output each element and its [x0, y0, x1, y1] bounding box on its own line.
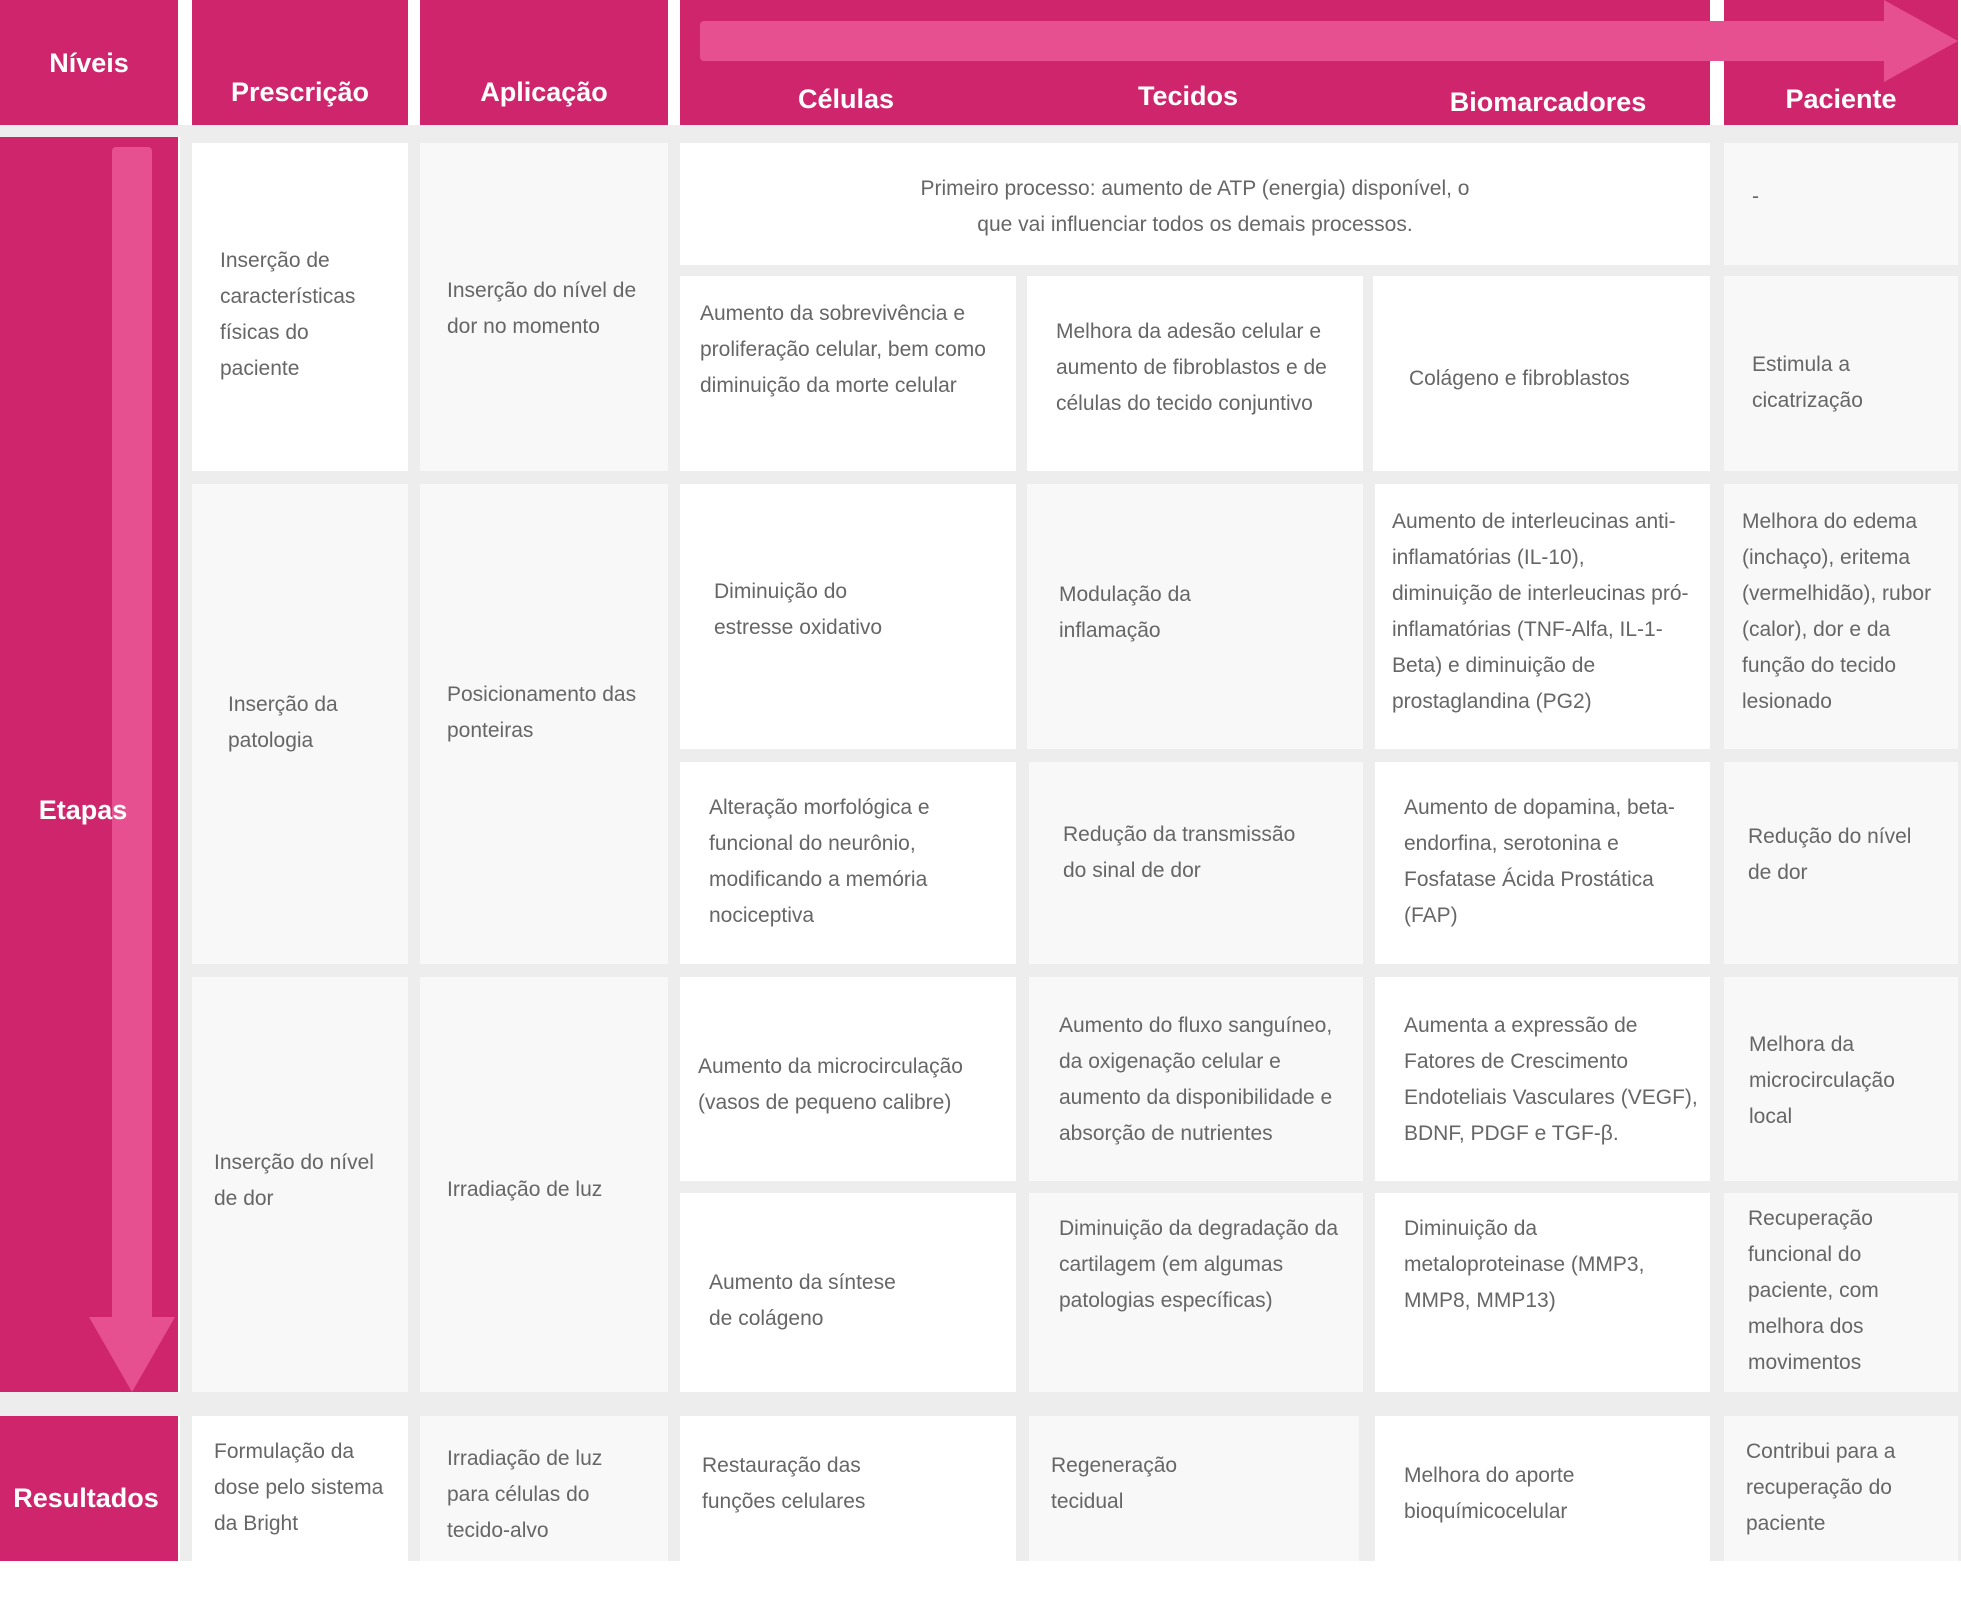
biomarcadores-text-4: Aumenta a expressão de Fatores de Crescimento Endoteliais Vasculares (VEGF), BDNF, PDGF e TGF-β.	[1404, 1014, 1698, 1145]
resultado-paciente-text: Contribui para a recuperação do paciente	[1746, 1440, 1896, 1535]
etapas-label: Etapas	[38, 795, 128, 825]
paciente-cell-0	[1724, 143, 1958, 265]
paciente-text-2: Melhora do edema (inchaço), eritema (vermelhidão), rubor (calor), dor e da função do tecido lesionado	[1742, 510, 1932, 713]
aplicacao-text-3: Irradiação de luz	[447, 1178, 603, 1201]
header-aplicacao: Aplicação	[480, 77, 608, 107]
primeiro-processo-text: Primeiro processo: aumento de ATP (energia) disponível, o que vai influenciar todos os demais processos.	[920, 177, 1470, 236]
biomarcadores-text-1: Colágeno e fibroblastos	[1409, 367, 1630, 390]
tecidos-cell-3	[1029, 762, 1363, 964]
resultado-tecidos	[1029, 1416, 1359, 1561]
resultado-celulas	[680, 1416, 1016, 1561]
header-niveis: Níveis	[49, 48, 129, 78]
paciente-text-1: Estimula a cicatrização	[1752, 353, 1863, 412]
resultado-tecidos-text: Regeneração tecidual	[1051, 1454, 1178, 1513]
celulas-cell-1	[680, 276, 1016, 471]
tecidos-text-5: Diminuição da degradação da cartilagem (em algumas patologias específicas)	[1059, 1217, 1339, 1312]
tecidos-text-2: Modulação da inflamação	[1059, 583, 1191, 642]
biomarcadores-cell-3	[1375, 762, 1710, 964]
process-arrow-shaft	[700, 21, 1890, 61]
prescricao-cell-1	[192, 143, 408, 471]
paciente-text-5: Recuperação funcional do paciente, com melhora dos movimentos	[1748, 1207, 1879, 1374]
resultado-paciente	[1724, 1416, 1958, 1561]
header-paciente: Paciente	[1785, 84, 1897, 114]
prescricao-text-3: Inserção do nível de dor	[214, 1151, 374, 1210]
celulas-text-2: Diminuição do estresse oxidativo	[714, 580, 883, 639]
tecidos-text-1: Melhora da adesão celular e aumento de fibroblastos e de células do tecido conjuntivo	[1056, 320, 1327, 415]
prescricao-text-2: Inserção da patologia	[228, 693, 338, 752]
celulas-text-3: Alteração morfológica e funcional do neurônio, modificando a memória nociceptiva	[709, 796, 930, 927]
biomarcadores-text-5: Diminuição da metaloproteinase (MMP3, MMP8, MMP13)	[1404, 1217, 1645, 1312]
header-biomarcadores: Biomarcadores	[1449, 87, 1647, 117]
paciente-cell-5	[1724, 1193, 1958, 1392]
tecidos-cell-1	[1027, 276, 1363, 471]
aplicacao-cell-2	[420, 484, 668, 964]
biomarcadores-text-3: Aumento de dopamina, beta-endorfina, serotonina e Fosfatase Ácida Prostática (FAP)	[1404, 796, 1675, 927]
tecidos-text-3: Redução da transmissão do sinal de dor	[1063, 823, 1296, 882]
biomarcadores-cell-5	[1375, 1193, 1710, 1392]
prescricao-cell-3	[192, 977, 408, 1392]
resultado-biomarcadores	[1375, 1416, 1710, 1561]
paciente-cell-4	[1724, 977, 1958, 1181]
celulas-cell-4	[680, 977, 1016, 1181]
celulas-text-1: Aumento da sobrevivência e proliferação celular, bem como diminuição da morte celular	[700, 302, 986, 397]
celulas-text-5: Aumento da síntese de colágeno	[709, 1271, 896, 1330]
resultado-celulas-text: Restauração das funções celulares	[702, 1454, 866, 1513]
resultado-aplicacao	[420, 1416, 668, 1561]
header-prescricao: Prescrição	[230, 77, 370, 107]
biomarcadores-cell-4	[1375, 977, 1710, 1181]
stages-arrow-shaft	[112, 147, 152, 1337]
aplicacao-cell-1	[420, 143, 668, 471]
resultado-prescricao	[192, 1416, 408, 1561]
prescricao-cell-2	[192, 484, 408, 964]
header-divider	[0, 125, 1961, 137]
biomarcadores-cell-2	[1375, 484, 1710, 749]
celulas-cell-5	[680, 1193, 1016, 1392]
aplicacao-text-1: Inserção do nível de dor no momento	[447, 279, 637, 338]
paciente-cell-1	[1724, 276, 1958, 471]
celulas-text-4: Aumento da microcirculação (vasos de pequeno calibre)	[698, 1055, 963, 1114]
header-tecidos: Tecidos	[1137, 81, 1239, 111]
celulas-cell-2	[680, 484, 1016, 749]
paciente-cell-2	[1724, 484, 1958, 749]
resultado-prescricao-text: Formulação da dose pelo sistema da Bright	[214, 1440, 384, 1535]
tecidos-cell-2	[1027, 484, 1363, 749]
biomarcadores-cell-1	[1373, 276, 1710, 471]
paciente-text-0: -	[1752, 185, 1759, 208]
process-arrow-head	[1884, 0, 1958, 82]
biomarcadores-text-2: Aumento de interleucinas anti-inflamatórias (IL-10), diminuição de interleucinas pró-inflamatórias (TNF-Alfa, IL-1-Beta) e diminuição de prostaglandina (PG2)	[1392, 510, 1689, 713]
stages-arrow-vertical	[0, 137, 178, 1392]
aplicacao-text-2: Posicionamento das ponteiras	[447, 683, 637, 742]
paciente-text-3: Redução do nível de dor	[1748, 825, 1912, 884]
primeiro-processo-cell	[680, 143, 1710, 265]
header-celulas: Células	[797, 84, 895, 114]
resultado-aplicacao-text: Irradiação de luz para células do tecido-alvo	[447, 1447, 603, 1542]
tecidos-cell-5	[1029, 1193, 1363, 1392]
aplicacao-cell-3	[420, 977, 668, 1392]
tecidos-cell-4	[1029, 977, 1363, 1181]
results-divider	[0, 1392, 1961, 1416]
resultado-biomarcadores-text: Melhora do aporte bioquímicocelular	[1404, 1464, 1575, 1523]
stages-arrow-head	[89, 1317, 175, 1392]
tecidos-text-4: Aumento do fluxo sanguíneo, da oxigenação celular e aumento da disponibilidade e absorção de nutrientes	[1059, 1014, 1333, 1145]
celulas-cell-3	[680, 762, 1016, 964]
paciente-cell-3	[1724, 762, 1958, 964]
resultados-label: Resultados	[13, 1483, 159, 1513]
prescricao-text-1: Inserção de características físicas do paciente	[220, 249, 356, 380]
paciente-text-4: Melhora da microcirculação local	[1749, 1033, 1895, 1128]
